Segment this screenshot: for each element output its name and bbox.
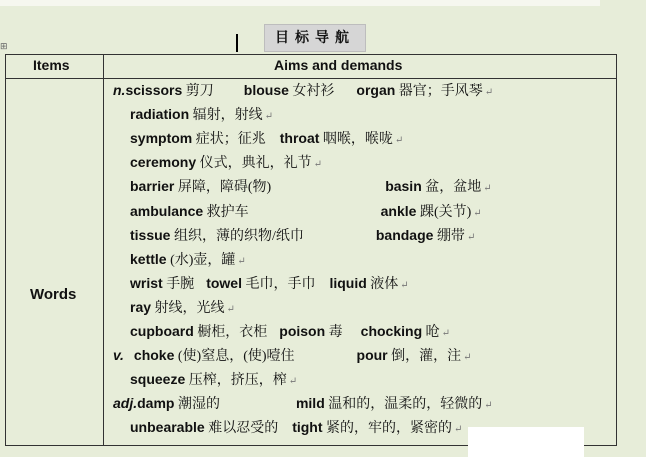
chinese-meaning: 组织，薄的织物/纸巾 bbox=[170, 228, 304, 244]
english-word: radiation bbox=[130, 106, 190, 123]
english-word: ray bbox=[130, 298, 152, 315]
english-word: cupboard bbox=[130, 323, 194, 339]
chinese-meaning: 毒 bbox=[325, 325, 343, 340]
paragraph-mark-icon: ↵ bbox=[473, 207, 482, 219]
chinese-meaning: 倒，灌，注 bbox=[387, 349, 462, 365]
chinese-meaning: 救护车 bbox=[203, 204, 249, 220]
vocab-line bbox=[130, 297, 235, 317]
chinese-meaning: 症状；征兆 bbox=[192, 132, 266, 148]
chinese-meaning: 紧的，牢的，紧密的 bbox=[322, 421, 453, 437]
english-word: squeeze bbox=[130, 371, 186, 388]
paragraph-mark-icon: ↵ bbox=[484, 400, 493, 412]
nav-title: 目标导航 bbox=[264, 24, 366, 52]
english-word: choke bbox=[133, 347, 175, 364]
table-header-row bbox=[6, 55, 616, 79]
paragraph-mark-icon: ↵ bbox=[288, 376, 298, 388]
vocab-line bbox=[113, 345, 472, 365]
chinese-meaning: 温和的，温柔的，轻微的 bbox=[324, 397, 483, 413]
chinese-meaning: 手腕 bbox=[162, 276, 195, 292]
english-word: kettle bbox=[130, 250, 167, 267]
highlight-patch bbox=[468, 427, 584, 457]
english-word: tight bbox=[292, 419, 323, 436]
chinese-meaning: 液体 bbox=[366, 276, 399, 292]
vocab-line bbox=[130, 249, 246, 269]
chinese-meaning: 器官；手风琴 bbox=[395, 84, 483, 99]
vocab-line bbox=[130, 176, 492, 196]
vocab-line bbox=[130, 417, 462, 437]
english-word: basin bbox=[385, 178, 422, 195]
english-word: wrist bbox=[130, 274, 163, 291]
english-word: ceremony bbox=[130, 154, 197, 171]
vocab-line bbox=[130, 225, 475, 245]
vocab-line bbox=[130, 201, 482, 221]
paragraph-mark-icon: ↵ bbox=[264, 111, 274, 123]
paragraph-mark-icon: ↵ bbox=[237, 255, 246, 267]
chinese-meaning: 咽喉，喉咙 bbox=[319, 132, 393, 148]
english-word: unbearable bbox=[130, 419, 205, 436]
chinese-meaning: (水)壶，罐 bbox=[166, 252, 236, 268]
english-word: organ bbox=[356, 82, 396, 98]
english-word: poison bbox=[279, 323, 326, 339]
chinese-meaning: 绷带 bbox=[433, 228, 465, 244]
paragraph-mark-icon: ↵ bbox=[394, 135, 404, 147]
row-label-words: Words bbox=[30, 286, 77, 303]
english-word: chocking bbox=[360, 323, 423, 339]
chinese-meaning: 仪式，典礼，礼节 bbox=[196, 156, 312, 172]
paragraph-mark-icon: ↵ bbox=[454, 424, 463, 436]
part-of-speech: n. bbox=[113, 82, 126, 98]
english-word: bandage bbox=[375, 226, 434, 243]
part-of-speech: v. bbox=[113, 347, 124, 364]
top-strip bbox=[0, 0, 600, 6]
chinese-meaning: 女衬衫 bbox=[288, 84, 335, 99]
english-word: liquid bbox=[329, 274, 367, 291]
vocab-line bbox=[130, 128, 403, 148]
paragraph-mark-icon: ↵ bbox=[463, 352, 472, 364]
paragraph-mark-icon: ↵ bbox=[400, 279, 409, 291]
vocab-line bbox=[113, 393, 493, 413]
paragraph-mark-icon: ↵ bbox=[226, 303, 235, 315]
english-word: mild bbox=[295, 395, 325, 412]
english-word: scissors bbox=[125, 82, 183, 98]
paragraph-mark-icon: ↵ bbox=[466, 231, 476, 243]
header-items: Items bbox=[33, 57, 70, 73]
english-word: towel bbox=[206, 274, 242, 291]
english-word: pour bbox=[356, 347, 388, 364]
header-aims: Aims and demands bbox=[274, 57, 403, 73]
english-word: ambulance bbox=[130, 202, 204, 219]
english-word: ankle bbox=[380, 202, 417, 219]
paragraph-mark-icon: ↵ bbox=[313, 159, 323, 171]
paragraph-mark-icon: ↵ bbox=[484, 87, 494, 98]
chinese-meaning: 难以忍受的 bbox=[204, 421, 279, 437]
chinese-meaning: 屏障，障碍(物) bbox=[174, 180, 272, 196]
vocab-line bbox=[130, 152, 322, 172]
vocab-line bbox=[130, 273, 409, 293]
english-word: blouse bbox=[243, 82, 289, 98]
chinese-meaning: 压榨，挤压，榨 bbox=[185, 373, 287, 389]
vocab-table bbox=[5, 54, 617, 446]
paragraph-mark-icon: ↵ bbox=[441, 328, 451, 339]
chinese-meaning: 辐射，射线 bbox=[189, 108, 263, 124]
english-word: damp bbox=[137, 395, 175, 412]
text-cursor bbox=[236, 34, 238, 52]
english-word: throat bbox=[279, 130, 320, 147]
vocab-line bbox=[113, 80, 493, 100]
chinese-meaning: 踝(关节) bbox=[416, 204, 472, 220]
chinese-meaning: 盆，盆地 bbox=[421, 180, 482, 196]
english-word: tissue bbox=[130, 226, 171, 243]
vocab-line bbox=[130, 369, 297, 389]
chinese-meaning: 毛巾，手巾 bbox=[241, 276, 316, 292]
vocab-line bbox=[130, 104, 273, 124]
english-word: symptom bbox=[130, 130, 193, 147]
chinese-meaning: 潮湿的 bbox=[174, 397, 220, 413]
chinese-meaning: 剪刀 bbox=[182, 84, 214, 99]
part-of-speech: adj. bbox=[113, 395, 138, 412]
paragraph-mark-icon: ↵ bbox=[483, 183, 492, 195]
chinese-meaning: 射线，光线 bbox=[151, 300, 225, 316]
chinese-meaning: 橱柜，衣柜 bbox=[193, 325, 268, 340]
table-move-handle[interactable]: ⊞ bbox=[0, 42, 8, 52]
column-divider bbox=[103, 55, 104, 445]
chinese-meaning: 呛 bbox=[422, 325, 440, 340]
english-word: barrier bbox=[130, 178, 175, 195]
vocab-line bbox=[130, 321, 450, 341]
chinese-meaning: (使)窒息，(使)噎住 bbox=[174, 349, 295, 365]
